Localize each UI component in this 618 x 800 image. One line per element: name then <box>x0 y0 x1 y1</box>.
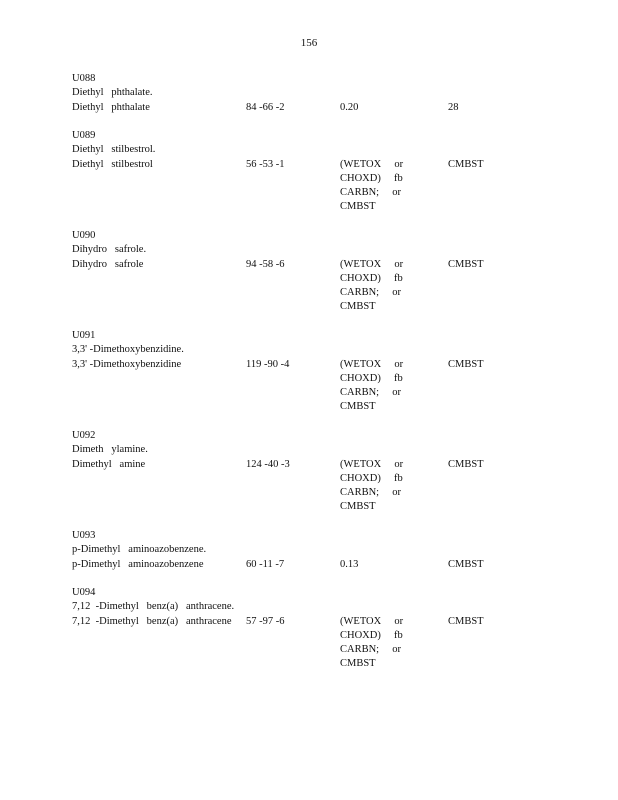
constituent-row <box>72 101 592 115</box>
waste-header-name: Dihydro safrole. <box>72 244 147 256</box>
standard-line: CHOXD) fb <box>340 172 403 184</box>
waste-header-name: Dimeth ylamine. <box>72 444 148 456</box>
standard-line: CHOXD) fb <box>340 472 403 484</box>
standard-line: CARBN; or <box>340 644 401 656</box>
wastewater-standard <box>340 101 358 115</box>
constituent-row <box>72 358 592 413</box>
wastewater-standard <box>340 158 403 215</box>
waste-header-name: Diethyl stilbestrol. <box>72 144 156 156</box>
nonwastewater-standard: CMBST <box>448 458 484 470</box>
constituent-name: Dihydro safrole <box>72 258 144 270</box>
constituent-name: Diethyl stilbestrol <box>72 158 153 170</box>
cas-number: 84 -66 -2 <box>246 101 285 113</box>
cas-number: 60 -11 -7 <box>246 558 285 570</box>
nonwastewater-standard: CMBST <box>448 615 484 627</box>
wastewater-standard <box>340 615 403 672</box>
cas-number: 57 -97 -6 <box>246 615 285 627</box>
waste-code: U091 <box>72 330 96 341</box>
waste-code: U093 <box>72 530 96 541</box>
waste-code: U092 <box>72 430 96 441</box>
nonwastewater-standard: CMBST <box>448 258 484 270</box>
waste-code-entry <box>72 129 592 213</box>
constituent-row <box>72 258 592 313</box>
constituent-row <box>72 558 592 572</box>
standard-line: CMBST <box>340 501 376 513</box>
standard-line: 0.20 <box>340 101 359 113</box>
waste-header-name: Diethyl phthalate. <box>72 87 153 99</box>
constituent-row <box>72 615 592 670</box>
nonwastewater-standard: CMBST <box>448 558 484 570</box>
page-number: 156 <box>300 37 318 49</box>
waste-header-name: 7,12 -Dimethyl benz(a) anthracene. <box>72 601 235 613</box>
standard-line: CMBST <box>340 401 376 413</box>
standard-line: CMBST <box>340 301 376 313</box>
constituent-name: Dimethyl amine <box>72 458 146 470</box>
wastewater-standard <box>340 258 403 315</box>
constituent-name: 7,12 -Dimethyl benz(a) anthracene <box>72 615 232 627</box>
cas-number: 119 -90 -4 <box>246 358 290 370</box>
nonwastewater-standard: CMBST <box>448 358 484 370</box>
cas-number: 56 -53 -1 <box>246 158 285 170</box>
waste-code-entry <box>72 229 592 313</box>
waste-code: U094 <box>72 587 96 598</box>
standard-line: CARBN; or <box>340 187 401 199</box>
waste-code-entry <box>72 72 592 115</box>
waste-code-entry <box>72 529 592 572</box>
standard-line: 0.13 <box>340 558 359 570</box>
waste-code-entry <box>72 586 592 670</box>
wastewater-standard <box>340 558 358 572</box>
constituent-row <box>72 458 592 513</box>
standard-line: CARBN; or <box>340 287 401 299</box>
waste-code-entry <box>72 329 592 413</box>
cas-number: 124 -40 -3 <box>246 458 290 470</box>
standard-line: (WETOX or <box>340 358 404 370</box>
constituent-row <box>72 158 592 213</box>
nonwastewater-standard: CMBST <box>448 158 484 170</box>
standard-line: CMBST <box>340 658 376 670</box>
standard-line: CARBN; or <box>340 487 401 499</box>
waste-header-name: p-Dimethyl aminoazobenzene. <box>72 544 207 556</box>
standard-line: (WETOX or <box>340 458 404 470</box>
constituent-name: Diethyl phthalate <box>72 101 150 113</box>
wastewater-standard <box>340 458 403 515</box>
standard-line: CHOXD) fb <box>340 272 403 284</box>
waste-code-entry <box>72 429 592 513</box>
standard-line: CHOXD) fb <box>340 372 403 384</box>
waste-code: U088 <box>72 73 96 84</box>
standard-line: CHOXD) fb <box>340 629 403 641</box>
waste-code: U089 <box>72 130 96 141</box>
constituent-name: p-Dimethyl aminoazobenzene <box>72 558 204 570</box>
standard-line: CMBST <box>340 201 376 213</box>
nonwastewater-standard: 28 <box>448 101 459 113</box>
standard-line: (WETOX or <box>340 615 404 627</box>
standard-line: (WETOX or <box>340 258 404 270</box>
cas-number: 94 -58 -6 <box>246 258 285 270</box>
standard-line: CARBN; or <box>340 387 401 399</box>
wastewater-standard <box>340 358 403 415</box>
constituent-name: 3,3' -Dimethoxybenzidine <box>72 358 182 370</box>
waste-code: U090 <box>72 230 96 241</box>
waste-header-name: 3,3' -Dimethoxybenzidine. <box>72 344 184 356</box>
standard-line: (WETOX or <box>340 158 404 170</box>
